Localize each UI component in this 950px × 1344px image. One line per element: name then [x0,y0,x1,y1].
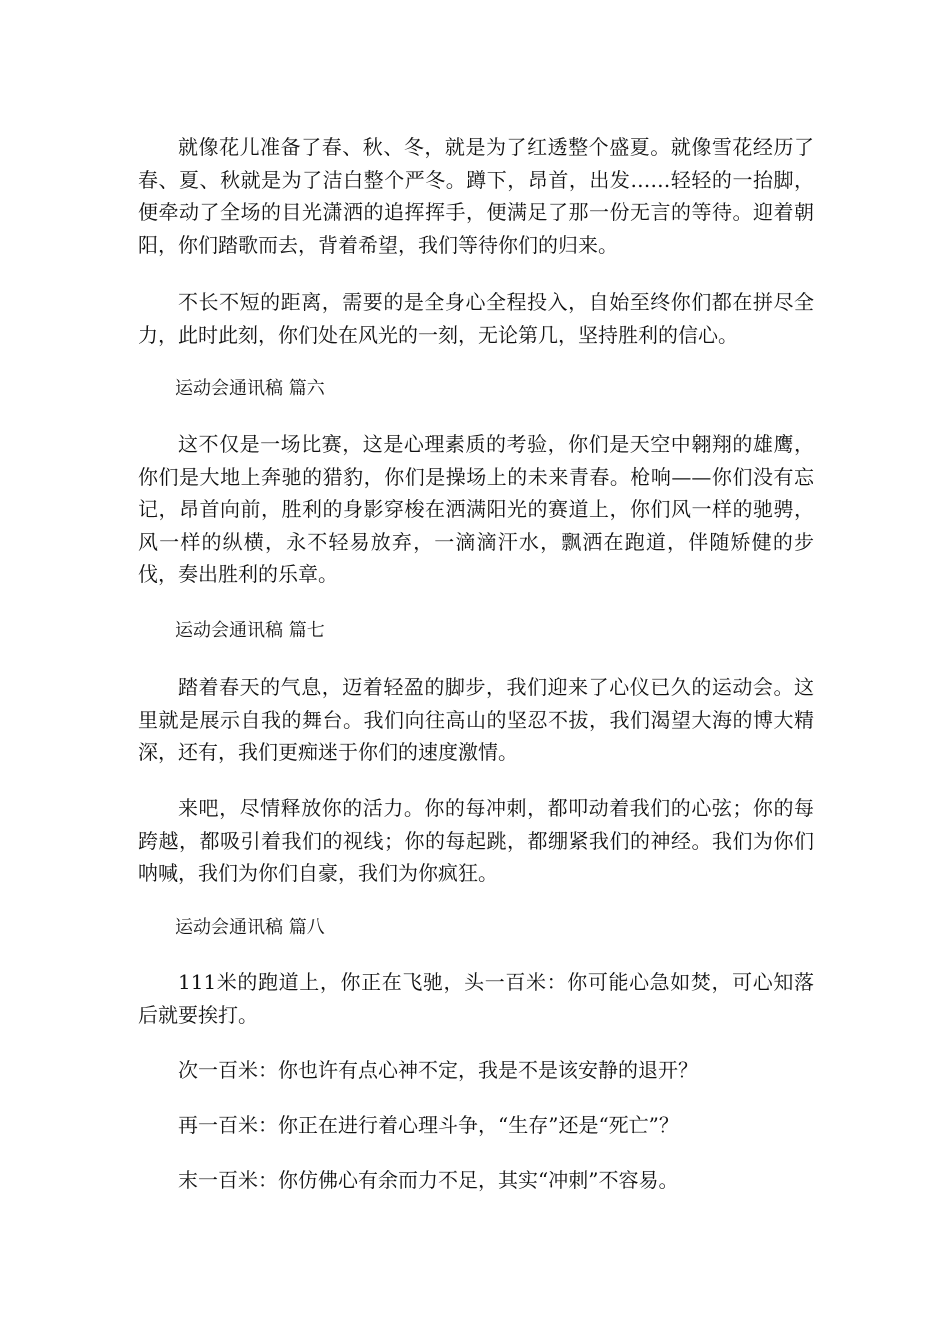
section-heading-8: 运动会通讯稿 篇八 [175,917,325,938]
paragraph-snowflake: 就像花儿准备了春、秋、冬，就是为了红透整个盛夏。就像雪花经历了春、夏、秋就是为了洁白整个严冬。蹲下，昂首，出发……轻轻的一抬脚，便牵动了全场的目光潇洒的追挥挥手，便满足了那一份无言的等待。迎着朝阳，你们踏歌而去，背着希望，我们等待你们的归来。 [138,135,814,257]
paragraph-spring: 踏着春天的气息，迈着轻盈的脚步，我们迎来了心仪已久的运动会。这里就是展示自我的舞台。我们向往高山的坚忍不拔，我们渴望大海的博大精深，还有，我们更痴迷于你们的速度激情。 [138,675,814,764]
paragraph-competition: 这不仅是一场比赛，这是心理素质的考验，你们是天空中翱翔的雄鹰，你们是大地上奔驰的猎豹，你们是操场上的未来青春。枪响——你们没有忘记，昂首向前，胜利的身影穿梭在洒满阳光的赛道上，你们风一样的驰骋，风一样的纵横，永不轻易放弃，一滴滴汗水，飘洒在跑道，伴随矫健的步伐，奏出胜利的乐章。 [138,432,814,586]
paragraph-third-100m: 再一百米：你正在进行着心理斗争，“生存”还是“死亡”？ [178,1113,679,1137]
section-heading-7: 运动会通讯稿 篇七 [175,620,325,641]
paragraph-second-100m: 次一百米：你也许有点心神不定，我是不是该安静的退开？ [178,1058,698,1082]
paragraph-energy: 来吧，尽情释放你的活力。你的每冲刺，都叩动着我们的心弦；你的每跨越，都吸引着我们的视线；你的每起跳，都绷紧我们的神经。我们为你们呐喊，我们为你们自豪，我们为你疯狂。 [138,796,814,885]
paragraph-last-100m: 末一百米：你仿佛心有余而力不足，其实“冲刺”不容易。 [178,1168,679,1192]
section-heading-6: 运动会通讯稿 篇六 [175,378,325,399]
paragraph-track: 111米的跑道上，你正在飞驰，头一百米：你可能心急如焚，可心知落后就要挨打。 [138,970,814,1027]
paragraph-distance: 不长不短的距离，需要的是全身心全程投入，自始至终你们都在拼尽全力，此时此刻，你们处在风光的一刻，无论第几，坚持胜利的信心。 [138,290,814,347]
